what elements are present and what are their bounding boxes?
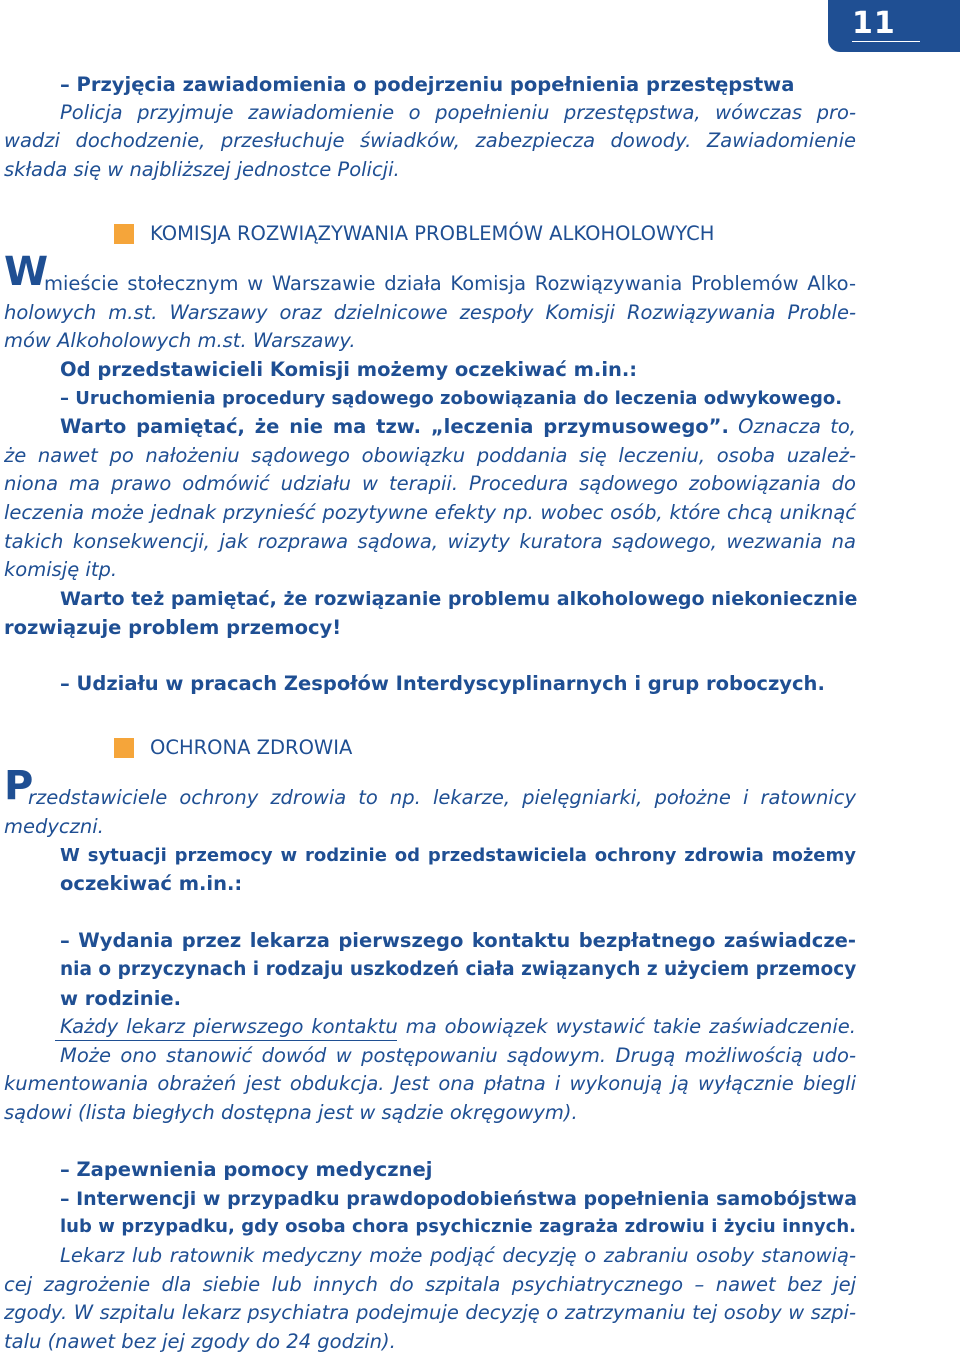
komisja-item-1: – Uruchomienia procedury sądowego zobowiązania do leczenia odwykowego.	[60, 388, 843, 409]
zdrowie-item-1-line-1: – Wydania przez lekarza pierwszego kontaktu bezpłatnego zaświadcze-	[60, 929, 856, 952]
zdrowie-item-1-line-3: w rodzinie.	[60, 987, 182, 1010]
komisja-para-2: niona ma prawo odmówić udziału w terapii. Procedura sądowego zobowiązania do	[4, 472, 856, 495]
zdrowie-final-3: zgody. W szpitalu lekarz psychiatra podejmuje decyzję o zatrzymaniu tej osoby w szpi-	[4, 1301, 856, 1324]
komisja-expect: Od przedstawicieli Komisji możemy oczekiwać m.in.:	[60, 358, 638, 381]
heading-komisja: KOMISJA ROZWIĄZYWANIA PROBLEMÓW ALKOHOLOWYCH	[150, 222, 715, 245]
zdrowie-final-4: talu (nawet bez jej zgody do 24 godzin).	[4, 1330, 396, 1353]
komisja-note-2: rozwiązuje problem przemocy!	[4, 616, 342, 639]
section-police-text-2: wadzi dochodzenie, przesłuchuje świadków, zabezpiecza dowody. Zawiadomienie	[4, 129, 856, 152]
zdrowie-expect-1: W sytuacji przemocy w rodzinie od przedstawiciela ochrony zdrowia możemy	[60, 845, 856, 866]
dropcap-w: W	[4, 249, 49, 295]
komisja-para-3: leczenia może jednak przynieść pozytywne efekty np. wobec osób, które chcą uniknąć	[4, 501, 856, 524]
page-number-underline	[852, 41, 920, 42]
dropcap-p: P	[4, 763, 34, 809]
komisja-text-3: mów Alkoholowych m.st. Warszawy.	[4, 329, 356, 352]
section-police-text-1: Policja przyjmuje zawiadomienie o popełnieniu przestępstwa, wówczas pro-	[60, 101, 856, 124]
komisja-note-1: Warto też pamiętać, że rozwiązanie problemu alkoholowego niekoniecznie	[60, 588, 858, 610]
zdrowie-final-2: cej zagrożenie dla siebie lub innych do szpitala psychiatrycznego – nawet bez jej	[4, 1273, 856, 1296]
zdrowie-cert-1: Każdy lekarz pierwszego kontaktu ma obowiązek wystawić takie zaświadczenie.	[60, 1015, 856, 1038]
section-police-title: – Przyjęcia zawiadomienia o podejrzeniu popełnienia przestępstwa	[60, 73, 795, 96]
komisja-para-5: komisję itp.	[4, 558, 118, 581]
komisja-para-1: że nawet po nałożeniu sądowego obowiązku poddania się leczeniu, osoba uzależ-	[4, 444, 856, 467]
zdrowie-item-3-line-2: lub w przypadku, gdy osoba chora psychicznie zagraża zdrowiu i życiu innych.	[60, 1216, 856, 1237]
komisja-warto-rest: Oznacza to,	[728, 415, 856, 438]
zdrowie-cert-4: sądowi (lista biegłych dostępna jest w sądzie okręgowym).	[4, 1101, 578, 1124]
section-police-text-3: składa się w najbliższej jednostce Policji.	[4, 158, 400, 181]
page-number-tab	[828, 0, 960, 52]
zdrowie-item-3-line-1: – Interwencji w przypadku prawdopodobieństwa popełnienia samobójstwa	[60, 1188, 858, 1210]
heading-square-icon	[114, 224, 134, 244]
heading-zdrowie: OCHRONA ZDROWIA	[150, 736, 353, 759]
komisja-warto-bold: Warto pamiętać, że nie ma tzw. „leczenia przymusowego”.	[60, 415, 729, 438]
underline-rule	[55, 1040, 397, 1041]
komisja-warto-line	[60, 413, 856, 441]
komisja-text-2: holowych m.st. Warszawy oraz dzielnicowe zespoły Komisji Rozwiązywania Proble-	[4, 301, 856, 324]
zdrowie-expect-2: oczekiwać m.in.:	[60, 872, 243, 895]
zdrowie-final-1: Lekarz lub ratownik medyczny może podjąć decyzję o zabraniu osoby stanowią-	[60, 1244, 856, 1267]
zdrowie-text-1: rzedstawiciele ochrony zdrowia to np. lekarze, pielęgniarki, położne i ratownicy	[28, 786, 856, 809]
zdrowie-cert-3: kumentowania obrażeń jest obdukcja. Jest ona płatna i wykonują ją wyłącznie biegli	[4, 1072, 856, 1095]
komisja-text-1: mieście stołecznym w Warszawie działa Komisja Rozwiązywania Problemów Alko-	[44, 272, 856, 295]
zdrowie-text-2: medyczni.	[4, 815, 104, 838]
zdrowie-item-2: – Zapewnienia pomocy medycznej	[60, 1158, 433, 1181]
heading-square-icon	[114, 738, 134, 758]
page-number: 11	[852, 6, 896, 41]
zdrowie-cert-2: Może ono stanowić dowód w postępowaniu sądowym. Drugą możliwością udo-	[60, 1044, 856, 1067]
komisja-item-2: – Udziału w pracach Zespołów Interdyscyplinarnych i grup roboczych.	[60, 672, 825, 695]
komisja-para-4: takich konsekwencji, jak rozprawa sądowa, wizyty kuratora sądowego, wezwania na	[4, 530, 856, 553]
zdrowie-item-1-line-2: nia o przyczynach i rodzaju uszkodzeń ciała związanych z użyciem przemocy	[60, 959, 857, 980]
